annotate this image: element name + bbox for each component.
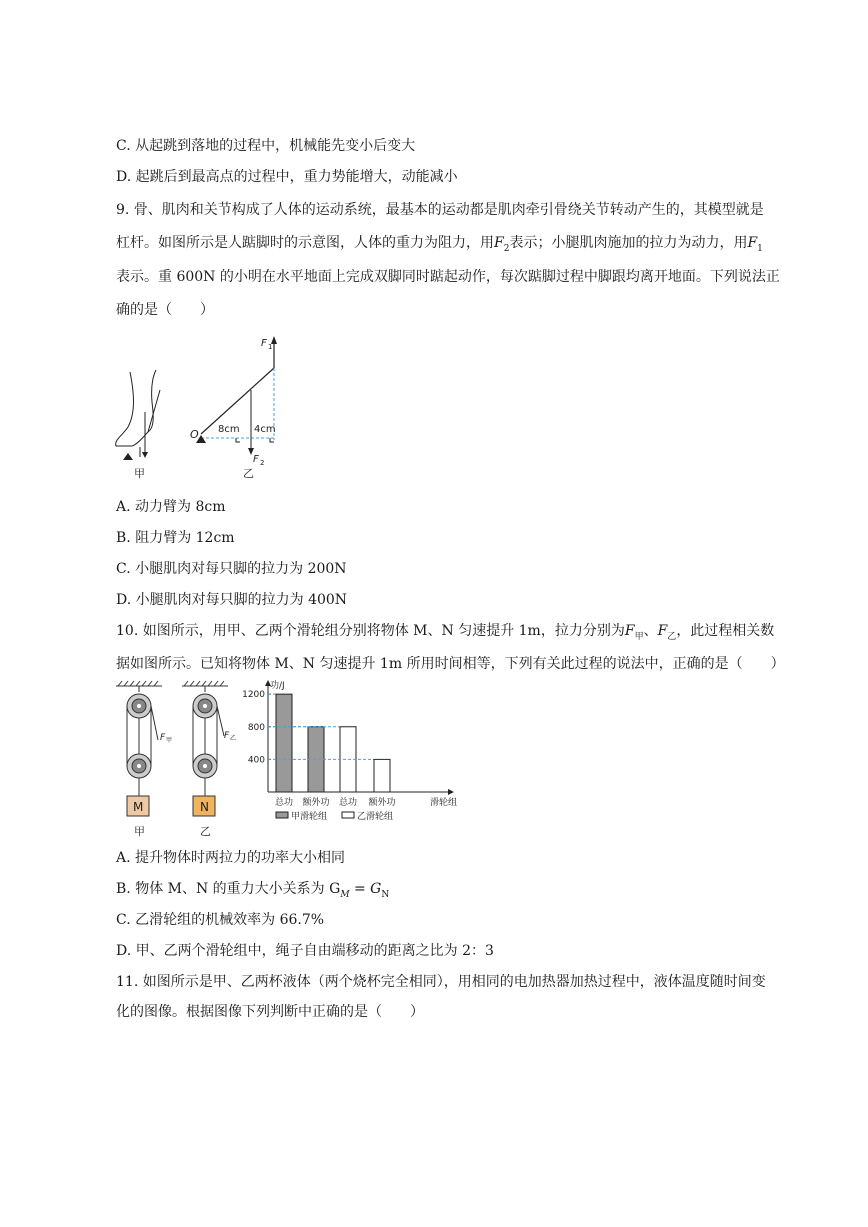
q9-option-d: D. 小腿肌肉对每只脚的拉力为 400N: [116, 592, 348, 608]
label-F-jia-sub: 甲: [166, 737, 173, 744]
label-F1: F: [261, 338, 267, 349]
q8-option-d: D. 起跳后到最高点的过程中，重力势能增大，动能减小: [116, 169, 458, 185]
label-O: O: [190, 428, 199, 441]
label-M: M: [133, 800, 144, 814]
label-F2: F: [253, 454, 259, 465]
label-F1-sub: 1: [268, 343, 273, 351]
chart-category-label: 额外功: [302, 798, 330, 808]
q9-option-c: C. 小腿肌肉对每只脚的拉力为 200N: [116, 561, 347, 577]
q11-stem-line1: 11. 如图所示是甲、乙两杯液体（两个烧杯完全相同），用相同的电加热器加热过程中，液体温度随时间变: [116, 974, 766, 990]
foot-fulcrum-icon: [123, 453, 133, 460]
pulley-yi: [193, 694, 236, 838]
q11-stem-line2: 化的图像。根据图像下列判断中正确的是（ ）: [116, 1004, 424, 1020]
q9-lever-figure: [108, 332, 298, 482]
q10-option-d: D. 甲、乙两个滑轮组中，绳子自由端移动的距离之比为 2：3: [116, 943, 494, 959]
pulley-jia: [127, 694, 172, 838]
q10-stem-line2: 据如图所示。已知将物体 M、N 匀速提升 1m 所用时间相等，下列有关此过程的说法中，正确的是（ ）: [116, 656, 785, 672]
label-yi: 乙: [243, 467, 254, 480]
chart-category-label: 额外功: [368, 798, 396, 808]
q10-option-c: C. 乙滑轮组的机械效率为 66.7%: [116, 912, 325, 928]
chart-ytick-label: 400: [247, 755, 265, 766]
chart-legend-label: 甲滑轮组: [291, 812, 328, 822]
q9-option-a: A. 动力臂为 8cm: [116, 499, 226, 515]
q10-pulley-figure: [112, 680, 242, 840]
q9-stem-line2: 杠杆。如图所示是人踮脚时的示意图，人体的重力为阻力，用$F_2$表示；小腿肌肉施加的拉力为动力，用$F_1$: [116, 235, 763, 254]
chart-legend-swatch: [276, 812, 288, 818]
label-pulley-jia: 甲: [134, 825, 145, 838]
work-bar-chart: [240, 676, 460, 826]
chart-ytick-label: 800: [247, 722, 265, 733]
q9-option-b: B. 阻力臂为 12cm: [116, 530, 235, 546]
q10-stem-line1: 10. 如图所示，用甲、乙两个滑轮组分别将物体 M、N 匀速提升 1m，拉力分别为$F_甲$、$F_乙$，此过程相关数: [116, 623, 775, 642]
chart-ylabel: 功/J: [270, 681, 285, 691]
lever-diagram: [190, 336, 277, 480]
chart-xlabel: 滑轮组: [430, 798, 458, 808]
q9-stem-line1: 9. 骨、肌肉和关节构成了人体的运动系统，最基本的运动都是肌肉牵引骨绕关节转动产生的，其模型就是: [116, 202, 764, 218]
label-F-yi-sub: 乙: [230, 735, 237, 742]
q9-stem-line3: 表示。重 600N 的小明在水平地面上完成双脚同时踮起动作，每次踮脚过程中脚跟均离开地面。下列说法正: [116, 269, 780, 285]
q9-stem-line4: 确的是（ ）: [116, 302, 214, 318]
chart-bar: [374, 759, 390, 792]
q10-option-a: A. 提升物体时两拉力的功率大小相同: [116, 850, 346, 866]
foot-sketch: [116, 370, 160, 446]
q10-option-b: B. 物体 M、N 的重力大小关系为 $G_M = G_N$: [116, 881, 390, 900]
chart-category-label: 总功: [274, 798, 294, 808]
chart-bar: [276, 694, 292, 792]
label-F2-sub: 2: [260, 459, 265, 467]
chart-legend-swatch: [342, 812, 354, 818]
label-jia: 甲: [134, 467, 145, 480]
q8-option-c: C. 从起跳到落地的过程中，机械能先变小后变大: [116, 138, 416, 154]
chart-legend-label: 乙滑轮组: [357, 812, 394, 822]
label-pulley-yi: 乙: [200, 825, 211, 838]
label-N: N: [200, 800, 209, 814]
chart-category-label: 总功: [338, 798, 358, 808]
chart-x-arrow: [448, 789, 454, 795]
label-F-jia: F: [160, 733, 166, 743]
label-4cm: 4cm: [254, 424, 276, 435]
chart-ytick-label: 1200: [242, 690, 265, 701]
label-F-yi: F: [224, 731, 230, 741]
label-8cm: 8cm: [218, 424, 240, 435]
